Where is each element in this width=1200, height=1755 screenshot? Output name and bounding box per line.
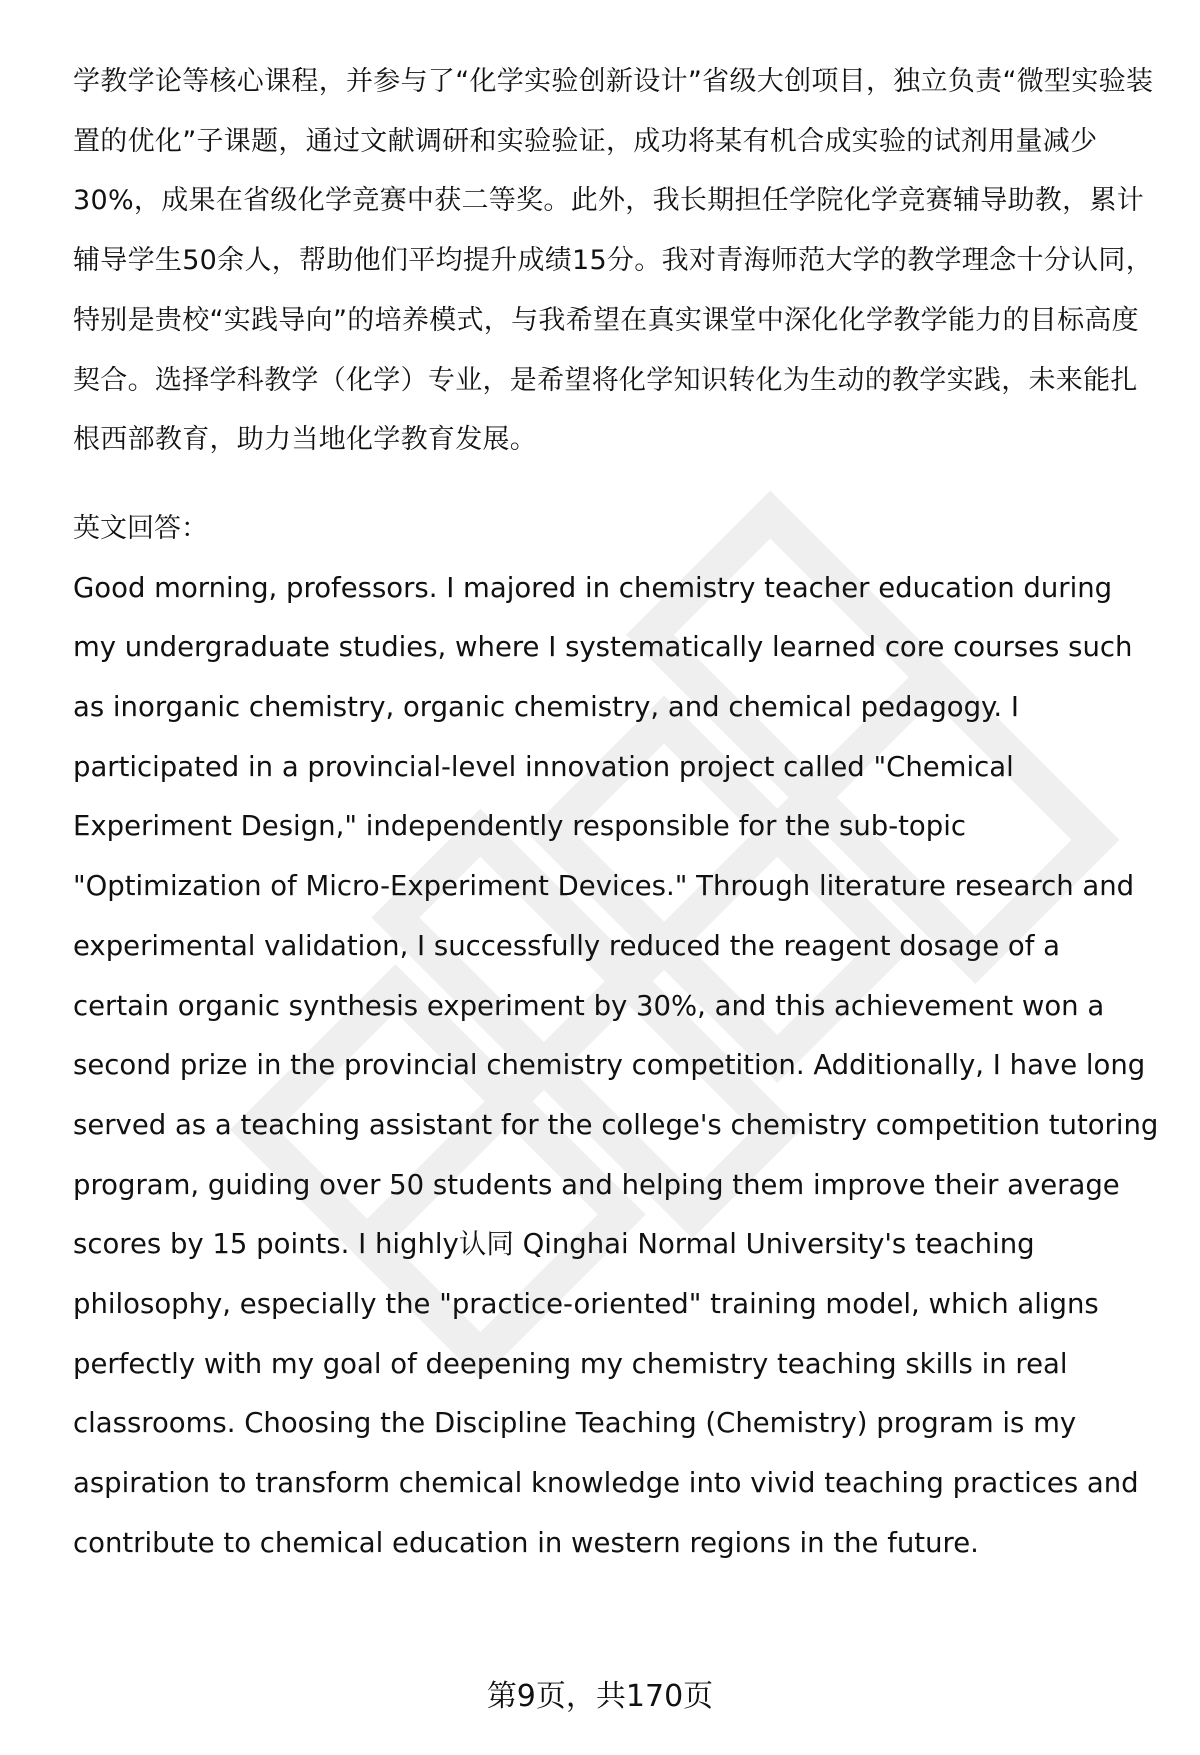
chinese-answer-paragraph: 学教学论等核心课程，并参与了“化学实验创新设计”省级大创项目，独立负责“微型实验装置的优化”子课题，通过文献调研和实验验证，成功将某有机合成实验的试剂用量减少30%，成果在省级化学竞赛中获二等奖。此外，我长期担任学院化学竞赛辅导助教，累计辅导学生50余人，帮助他们平均提升成绩15分。我对青海师范大学的教学理念十分认同，特别是贵校“实践导向”的培养模式，与我希望在真实课堂中深化化学教学能力的目标高度契合。选择学科教学（化学）专业，是希望将化学知识转化为生动的教学实践，未来能扎根西部教育，助力当地化学教育发展。 xyxy=(73,66,1154,456)
english-answer-heading: 英文回答： xyxy=(73,512,208,544)
document-body xyxy=(73,52,1159,1574)
english-answer-paragraph: Good morning, professors. I majored in chemistry teacher education during my undergraduate studies, where I systematically learned core courses such as inorganic chemistry, organic chemistry, and chemical pedagogy. I participated in a provincial-level innovation project called "Chemical Experiment Design," independently responsible for the sub-topic "Optimization of Micro-Experiment Devices." Through literature research and experimental validation, I successfully reduced the reagent dosage of a certain organic synthesis experiment by 30%, and this achievement won a second prize in the provincial chemistry competition. Additionally, I have long served as a teaching assistant for the college's chemistry competition tutoring program, guiding over 50 students and helping them improve their average scores by 15 points. I highly认同 Qinghai Normal University's teaching philosophy, especially the "practice-oriented" training model, which aligns perfectly with my goal of deepening my chemistry teaching skills in real classrooms. Choosing the Discipline Teaching (Chemistry) program is my aspiration to transform chemical knowledge into vivid teaching practices and contribute to chemical education in western regions in the future. xyxy=(73,571,1159,1559)
page-number-footer: 第9页，共170页 xyxy=(486,1679,714,1714)
